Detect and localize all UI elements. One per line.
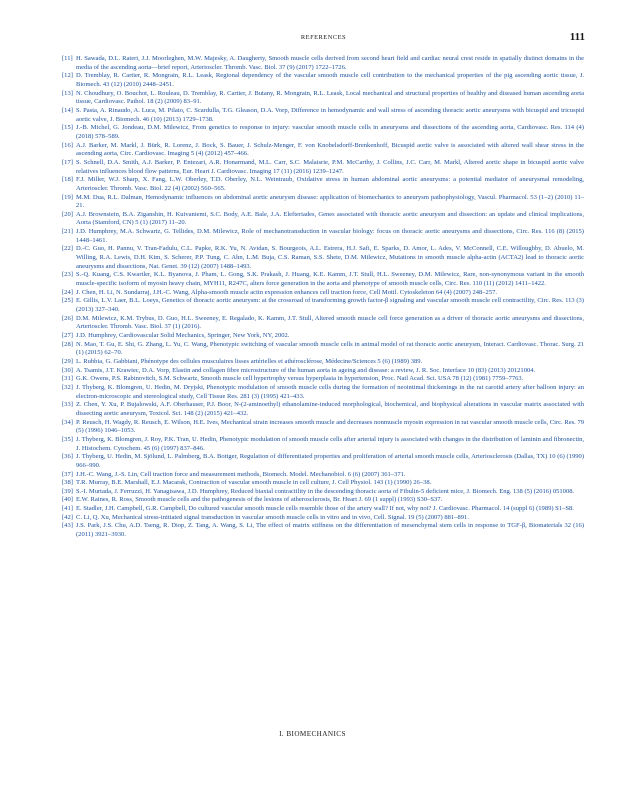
page-number: 111 — [569, 31, 585, 43]
reference-text[interactable]: J. Thyberg, K. Blomgren, U. Hedin, M. Dryjski, Phenotypic modulation of smooth muscle cells during the formation of neointimal thickenings in the rat carotid artery after balloon injury: an electron-microscopic and stereological study, Cell Tissue Res. 281 (3) (1995) 421–433. — [76, 383, 584, 400]
reference-item[interactable] — [62, 124, 584, 141]
reference-number: [38] — [62, 479, 73, 487]
reference-text[interactable]: L. Rubbia, G. Gabbiani, Phénotype des cellules musculaires lisses artérielles et athérosclérose, Médecine/Sciences 5 (6) (1989) 389. — [76, 357, 423, 365]
reference-number: [31] — [62, 375, 73, 383]
reference-number: [41] — [62, 505, 73, 513]
reference-item[interactable] — [62, 522, 584, 539]
reference-number: [30] — [62, 366, 73, 374]
reference-number: [22] — [62, 245, 73, 253]
reference-number: [43] — [62, 522, 73, 530]
reference-number: [23] — [62, 271, 73, 279]
reference-text[interactable]: P. Reusch, H. Wagdy, R. Reusch, E. Wilson, H.E. Ives, Mechanical strain increases smooth muscle and decreases nonmuscle myosin expression in rat vascular smooth muscle cells, Circ. Res. 79 (5) (1996) 1046–1053. — [76, 418, 584, 435]
reference-text[interactable]: N. Mao, T. Gu, E. Shi, G. Zhang, L. Yu, C. Wang, Phenotypic switching of vascular smooth muscle cells in animal model of rat thoracic aortic aneurysm, Interact. Cardiovasc. Thorac. Surg. 21 (1) (2015) 62–70. — [76, 340, 584, 357]
reference-item[interactable] — [62, 297, 584, 314]
reference-text[interactable]: G.K. Owens, P.S. Rabinovitch, S.M. Schwartz, Smooth muscle cell hypertrophy versus hyperplasia in hypertension, Proc. Natl Acad. Sci. USA 78 (12) (1981) 7759–7763. — [76, 375, 524, 383]
reference-text[interactable]: Z. Chen, Y. Xu, P. Bujalowski, A.F. Oberhauser, P.J. Boor, N-(2-aminoethyl) ethanolamine-induced morphological, biochemical, and biophysical alterations in vascular matrix associated with dissecting aortic aneurysm, Toxicol. Sci. 148 (2) (2015) 421–432. — [76, 401, 584, 417]
reference-text[interactable]: E. Gillis, L.V. Laer, B.L. Loeys, Genetics of thoracic aortic aneurysm: at the crossroad of transforming growth factor-β signaling and vascular smooth muscle cell contractility, Circ. Res. 113 (3) (2013) 327–340. — [76, 297, 584, 314]
reference-number: [28] — [62, 340, 73, 348]
reference-number: [12] — [62, 72, 73, 80]
reference-number: [36] — [62, 453, 73, 461]
reference-number: [21] — [62, 228, 73, 236]
reference-number: [37] — [62, 470, 73, 478]
reference-number: [26] — [62, 314, 73, 322]
reference-item[interactable] — [62, 401, 584, 418]
reference-text[interactable]: S.-I. Murtada, J. Ferruzzi, H. Yanagisawa, J.D. Humphrey, Reduced biaxial contractility in the descending thoracic aorta of Fibulin-5 deficient mice, J. Biomech. Eng. 138 (5) (2016) 051008. — [76, 487, 575, 495]
reference-item[interactable] — [62, 436, 584, 453]
reference-text[interactable]: D.-C. Guo, H. Pannu, V. Tran-Fadulu, C.L. Papke, R.K. Yu, N. Avidan, S. Bourgeois, A.L. Estrera, H.J. Safi, E. Sparks, D. Amor, L. Ades, V. McConnell, C.E. Willoughby, D. Abuelo, M. Willing, R.A. Lewis, D.H. Kim, S. Scherer, P.P. Tung, C. Ahn, L.M. Buja, C.S. Raman, S.S. Shete, D.M. Milewicz, Mutations in smooth muscle alpha-actin (ACTA2) lead to thoracic aortic aneurysms and dissections, Nat. Genet. 39 (12) (2007) 1488–1493. — [76, 245, 584, 270]
reference-text[interactable]: J. Chen, H. Li, N. Sundarraj, J.H.-C. Wang, Alpha-smooth muscle actin expression enhances cell traction force, Cell Motil. Cytoskeleton 64 (4) (2007) 248–257. — [76, 288, 497, 296]
reference-item[interactable] — [62, 176, 584, 193]
reference-item[interactable] — [62, 271, 584, 288]
running-header — [62, 31, 585, 48]
reference-text[interactable]: A.J. Barker, M. Markl, J. Bürk, R. Lorenz, J. Bock, S. Bauer, J. Schulz-Menger, F. von Knobelsdorff-Brenkenhoff, Bicuspid aortic valve is associated with altered wall shear stress in the ascending aorta, Circ. Cardiovasc. Imaging 5 (4) (2012) 457–466. — [76, 141, 584, 158]
reference-item[interactable] — [62, 194, 584, 211]
reference-text[interactable]: J. Thyberg, U. Hedin, M. Sjölund, L. Palmberg, B.A. Bottger, Regulation of differentiated properties and proliferation of arterial smooth muscle cells, Arteriosclerosis (Dallas, TX) 10 (6) (1990) 966–990. — [76, 453, 584, 469]
reference-text[interactable]: J.H.-C. Wang, J.-S. Lin, Cell traction force and measurement methods, Biomech. Model. Mechanobiol. 6 (6) (2007) 361–371. — [76, 470, 406, 478]
reference-list — [62, 55, 584, 540]
reference-number: [42] — [62, 513, 73, 521]
reference-number: [18] — [62, 176, 73, 184]
reference-number: [24] — [62, 288, 73, 296]
reference-text[interactable]: F.J. Miller, W.J. Sharp, X. Fang, L.W. Oberley, T.D. Oberley, N.L. Weintraub, Oxidative stress in human abdominal aortic aneurysms: a potential mediator of aneurysmal remodeling, Arterioscler. Thromb. Vasc. Biol. 22 (4) (2002) 560–565. — [76, 176, 584, 192]
reference-item[interactable] — [62, 107, 584, 124]
reference-number: [35] — [62, 435, 73, 443]
running-header-title: REFERENCES — [300, 34, 347, 41]
reference-number: [11] — [62, 55, 73, 62]
reference-text[interactable]: T.R. Murray, B.E. Marshall, E.J. Macarak, Contraction of vascular smooth muscle in cell culture, J. Cell Physiol. 143 (1) (1990) 26–38. — [76, 479, 432, 487]
running-footer: I. BIOMECHANICS — [279, 730, 346, 738]
reference-number: [25] — [62, 297, 73, 305]
reference-item[interactable] — [62, 289, 584, 298]
reference-text[interactable]: J.S. Park, J.S. Chu, A.D. Tseng, R. Diop, Z. Tang, A. Wang, S. Li, The effect of matrix stiffness on the differentiation of mesenchymal stem cells in response to TGF-β, Biomaterials 32 (16) (2011) 3921–3930. — [76, 522, 584, 539]
reference-item[interactable] — [62, 384, 584, 401]
reference-text[interactable]: C. Li, Q. Xu, Mechanical stress-initiated signal transduction in vascular smooth muscle cells in vitro and in vivo, Cell. Signal. 19 (5) (2007) 881–891. — [76, 513, 469, 521]
reference-text[interactable]: J.-B. Michel, G. Jondeau, D.M. Milewicz, From genetics to response to injury: vascular smooth muscle cells in aneurysms and dissections of the ascending aorta, Cardiovasc. Res. 114 (4) (2018) 578–589. — [76, 124, 584, 140]
reference-text[interactable]: A.J. Brownstein, B.A. Ziganshin, H. Kuivaniemi, S.C. Body, A.E. Bale, J.A. Elefteriades, Genes associated with thoracic aortic aneurysm and dissection: an update and clinical implications, Aorta (Stamford, CN) 5 (1) (2017) 11–20. — [76, 210, 584, 227]
reference-number: [15] — [62, 124, 73, 132]
reference-item[interactable] — [62, 245, 584, 271]
reference-number: [14] — [62, 106, 73, 114]
reference-item[interactable] — [62, 211, 584, 228]
reference-text[interactable]: H. Sawada, D.L. Rateri, J.J. Moorleghen, M.W. Majesky, A. Daugherty, Smooth muscle cells derived from second heart field and cardiac neural crest reside in spatially distinct domains in the media of the ascending aorta—brief report, Arterioscler. Thromb. Vasc. Biol. 37 (9) (2017) 1722–1726. — [76, 55, 584, 71]
reference-item[interactable] — [62, 514, 584, 523]
reference-number: [20] — [62, 210, 73, 218]
reference-text[interactable]: J. Thyberg, K. Blomgren, J. Roy, P.K. Tran, U. Hedin, Phenotypic modulation of smooth muscle cells after arterial injury is associated with changes in the distribution of laminin and fibronectin, J. Histochem. Cytochem. 45 (6) (1997) 837–846. — [76, 435, 584, 452]
reference-item[interactable] — [62, 419, 584, 436]
reference-item[interactable] — [62, 471, 584, 480]
reference-item[interactable] — [62, 496, 584, 505]
reference-text[interactable]: S. Schnell, D.A. Smith, A.J. Barker, P. Entezari, A.R. Honarmand, M.L. Carr, S.C. Malaisrie, P.M. McCarthy, J. Collins, J.C. Carr, M. Markl, Altered aortic shape in bicuspid aortic valve relatives influences blood flow patterns, Eur. Heart J. Cardiovasc. Imaging 17 (11) (2016) 1239–1247. — [76, 158, 584, 175]
reference-item[interactable] — [62, 453, 584, 470]
reference-item[interactable] — [62, 159, 584, 176]
reference-item[interactable] — [62, 315, 584, 332]
reference-number: [19] — [62, 193, 73, 201]
reference-number: [17] — [62, 158, 73, 166]
reference-number: [29] — [62, 357, 73, 365]
reference-text[interactable]: J.D. Humphrey, M.A. Schwartz, G. Tellides, D.M. Milewicz, Role of mechanotransduction in vascular biology: focus on thoracic aortic aneurysms and dissections, Circ. Res. 116 (8) (2015) 1448–1461. — [76, 228, 584, 244]
reference-item[interactable] — [62, 358, 584, 367]
reference-number: [16] — [62, 141, 73, 149]
reference-text[interactable]: J.D. Humphrey, Cardiovascular Solid Mechanics, Springer, New York, NY, 2002. — [76, 332, 290, 339]
reference-item[interactable] — [62, 142, 584, 159]
reference-number: [40] — [62, 496, 73, 504]
reference-text[interactable]: D.M. Milewicz, K.M. Trybus, D. Guo, H.L. Sweeney, E. Regalado, K. Kamm, J.T. Stull, Altered smooth muscle cell force generation as a driver of thoracic aortic aneurysms and dissections, Arterioscler. Thromb. Vasc. Biol. 37 (1) (2016). — [76, 314, 584, 331]
reference-item[interactable] — [62, 479, 584, 488]
reference-item[interactable] — [62, 367, 584, 376]
reference-number: [13] — [62, 89, 73, 97]
reference-text[interactable]: A. Tsamis, J.T. Krawiec, D.A. Vorp, Elastin and collagen fibre microstructure of the human aorta in ageing and disease: a review, J. R. Soc. Interface 10 (83) (2013) 20121004. — [76, 366, 536, 374]
reference-item[interactable] — [62, 55, 584, 72]
reference-text[interactable]: S.-Q. Kuang, C.S. Kwartler, K.L. Byanova, J. Pham, L. Gong, S.K. Prakash, J. Huang, K.E. Kamm, J.T. Stull, H.L. Sweeney, D.M. Milewicz, Rare, non-synonymous variant in the smooth muscle-specific isoform of myosin heavy chain, MYH11, R247C, alters force generation in the aorta and phenotype of smooth muscle cells, Circ. Res. 110 (11) (2012) 1411–1422. — [76, 271, 584, 288]
reference-item[interactable] — [62, 375, 584, 384]
reference-item[interactable] — [62, 488, 584, 497]
reference-item[interactable] — [62, 72, 584, 89]
reference-item[interactable] — [62, 341, 584, 358]
reference-item[interactable] — [62, 90, 584, 107]
reference-number: [33] — [62, 401, 73, 409]
reference-item[interactable] — [62, 505, 584, 514]
reference-number: [32] — [62, 383, 73, 391]
reference-number: [39] — [62, 487, 73, 495]
reference-text[interactable]: S. Pasta, A. Rinaudo, A. Luca, M. Pilato, C. Scardulla, T.G. Gleason, D.A. Vorp, Difference in hemodynamic and wall stress of ascending thoracic aortic aneurysms with bicuspid and tricuspid aortic valve, J. Biomech. 46 (10) (2013) 1729–1738. — [76, 106, 584, 123]
reference-text[interactable]: N. Choudhury, O. Bouchot, L. Rouleau, D. Tremblay, R. Cartier, J. Butany, R. Mongrain, R.L. Leask, Local mechanical and structural properties of healthy and diseased human ascending aorta tissue, Cardiovasc. Pathol. 18 (2) (2009) 83–91. — [76, 89, 584, 106]
reference-text[interactable]: M.M. Dua, R.L. Dalman, Hemodynamic influences on abdominal aortic aneurysm disease: application of biomechanics to aneurysm pathophysiology, Vascul. Pharmacol. 53 (1–2) (2010) 11–21. — [76, 193, 584, 210]
reference-number: [34] — [62, 418, 73, 426]
reference-item[interactable] — [62, 332, 584, 341]
reference-text[interactable]: E. Stadler, J.H. Campbell, G.R. Campbell, Do cultured vascular smooth muscle cells resemble those of the artery wall? If not, why not? J. Cardiovasc. Pharmacol. 14 (suppl 6) (1989) S1–S8. — [76, 505, 574, 513]
reference-text[interactable]: D. Tremblay, R. Cartier, R. Mongrain, R.L. Leask, Regional dependency of the vascular smooth muscle cell contribution to the mechanical properties of the pig ascending aortic tissue, J. Biomech. 43 (12) (2010) 2448–2451. — [76, 72, 584, 88]
reference-item[interactable] — [62, 228, 584, 245]
reference-text[interactable]: E.W. Raines, R. Ross, Smooth muscle cells and the pathogenesis of the lesions of atherosclerosis, Br. Heart J. 69 (1 suppl) (1993) S30–S37. — [76, 496, 443, 504]
reference-number: [27] — [62, 332, 73, 339]
